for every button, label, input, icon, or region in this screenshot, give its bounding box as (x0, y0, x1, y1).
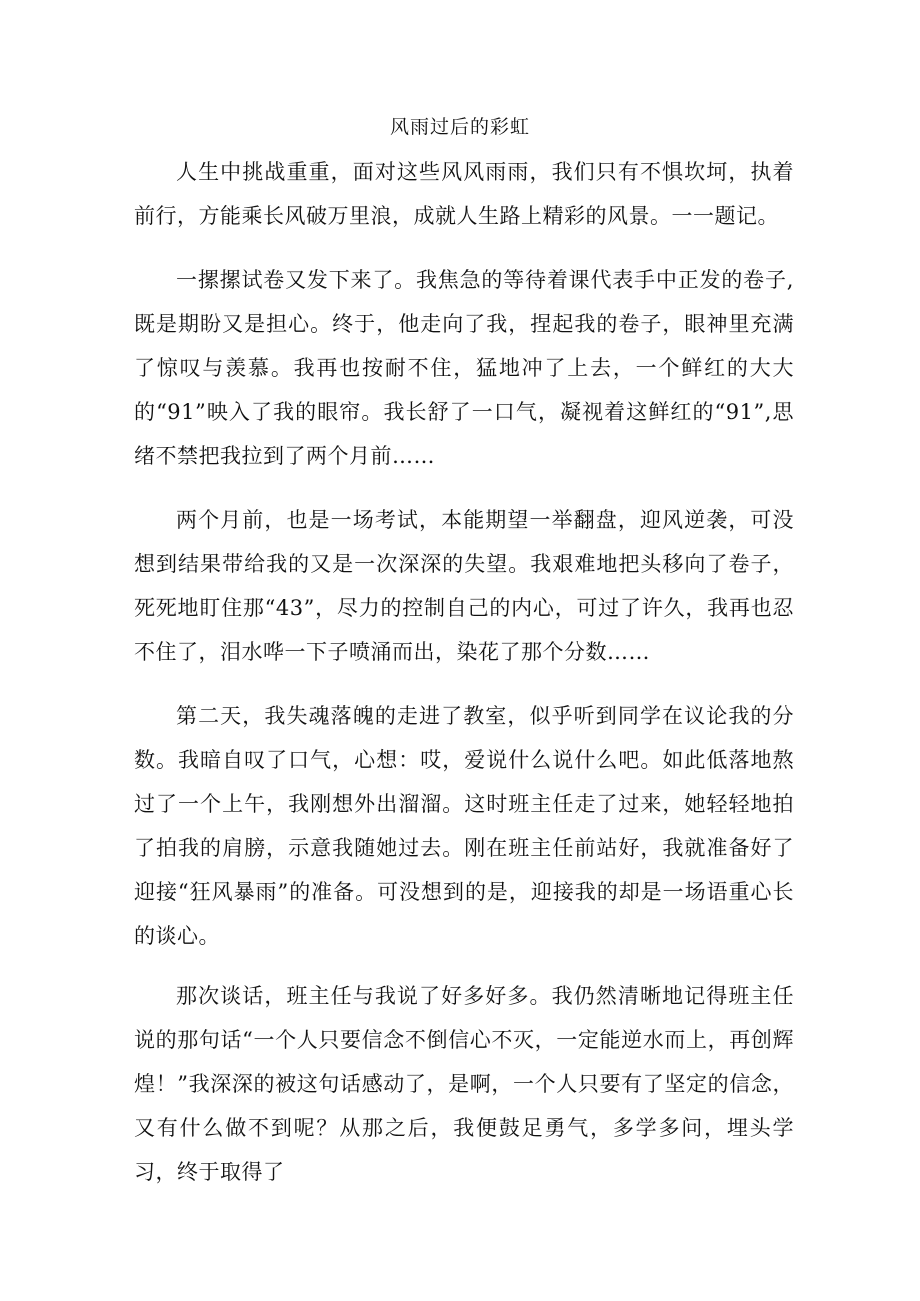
document-title: 风雨过后的彩虹 (389, 116, 530, 138)
paragraph-conversation: 那次谈话，班主任与我说了好多好多。我仍然清晰地记得班主任说的那句话“一个人只要信念不倒信心不灭，一定能逆水而上，再创辉煌！”我深深的被这句话感动了，是啊，一个人只要有了坚定的信念，又有什么做不到呢？从那之后，我便鼓足勇气，多学多问，埋头学习，终于取得了 (134, 984, 794, 1184)
paragraph-epigraph: 人生中挑战重重，面对这些风风雨雨，我们只有不惧坎坷，执着前行，方能乘长风破万里浪，成就人生路上精彩的风景。一一题记。 (134, 160, 794, 228)
paragraph-flashback: 两个月前，也是一场考试，本能期望一举翻盘，迎风逆袭，可没想到结果带给我的又是一次深深的失望。我艰难地把头移向了卷子，死死地盯住那“43”，尽力的控制自己的内心，可过了许久，我再也忍不住了，泪水哗一下子喷涌而出，染花了那个分数…… (134, 508, 794, 664)
paragraph-next-day: 第二天，我失魂落魄的走进了教室，似乎听到同学在议论我的分数。我暗自叹了口气，心想：哎，爱说什么说什么吧。如此低落地熬过了一个上午，我刚想外出溜溜。这时班主任走了过来，她轻轻地拍了拍我的肩膀，示意我随她过去。刚在班主任前站好，我就准备好了迎接“狂风暴雨”的准备。可没想到的是，迎接我的却是一场语重心长的谈心。 (134, 704, 794, 948)
paragraph-exam-result: 一摞摞试卷又发下来了。我焦急的等待着课代表手中正发的卷子,既是期盼又是担心。终于，他走向了我，捏起我的卷子，眼神里充满了惊叹与羡慕。我再也按耐不住，猛地冲了上去，一个鲜红的大大的“91”映入了我的眼帘。我长舒了一口气，凝视着这鲜红的“91”,思绪不禁把我拉到了两个月前…… (134, 268, 794, 468)
